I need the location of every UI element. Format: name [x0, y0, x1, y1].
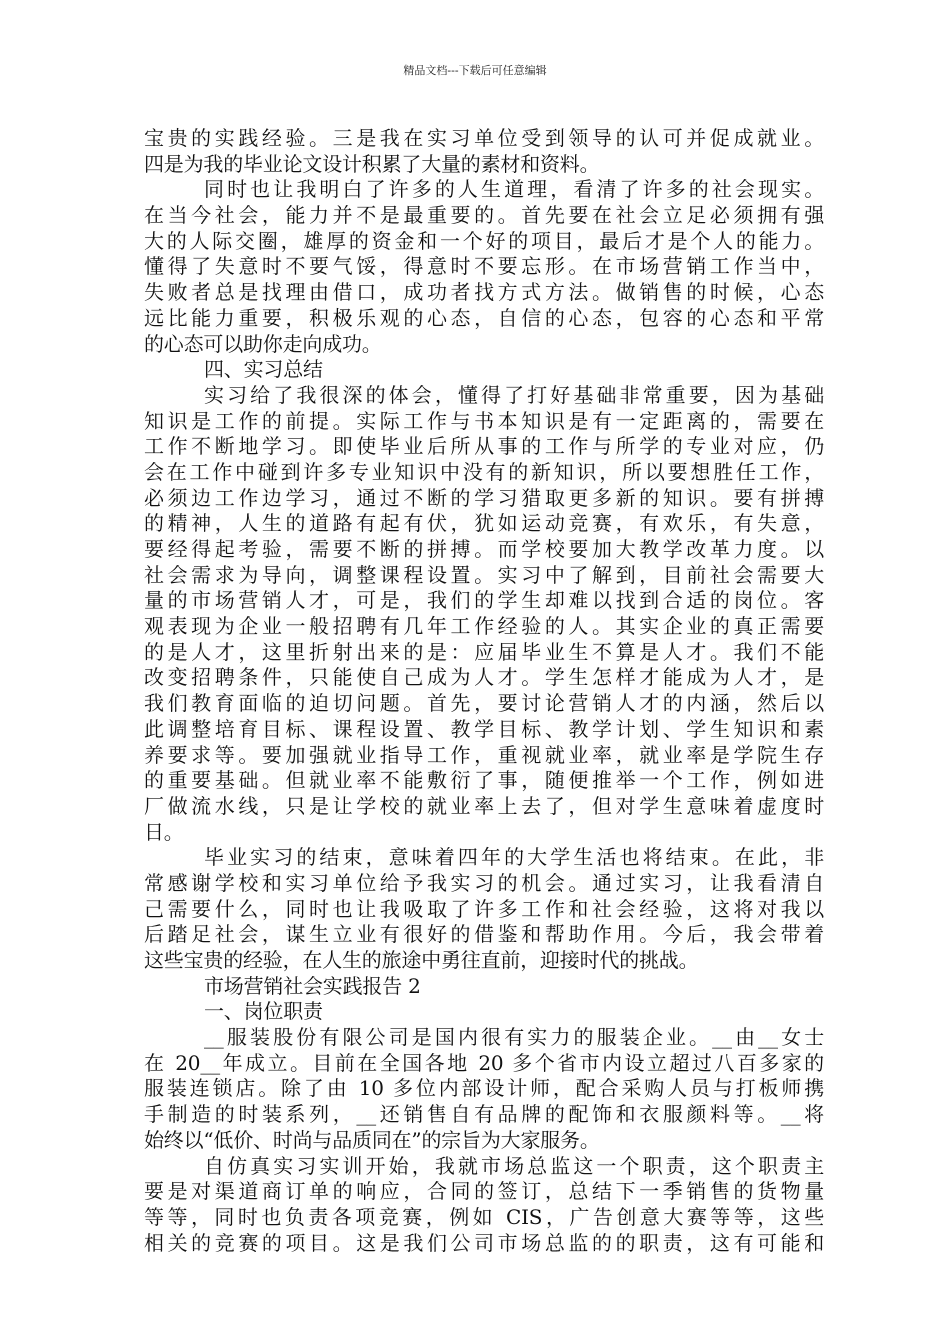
- text-line: 这些宝贵的经验，在人生的旅途中勇往直前，迎接时代的挑战。: [144, 948, 699, 972]
- text-line: 的是人才，这里折射出来的是：应届毕业生不算是人才。我们不能: [144, 639, 824, 664]
- text-line: 养要求等。要加强就业指导工作，重视就业率，就业率是学院生存: [144, 742, 824, 767]
- text-line: 常感谢学校和实习单位给予我实习的机会。通过实习，让我看清自: [144, 870, 824, 895]
- text-line: 懂得了失意时不要气馁，得意时不要忘形。在市场营销工作当中，: [144, 254, 824, 279]
- text-line: 大的人际交圈，雄厚的资金和一个好的项目，最后才是个人的能力。: [144, 228, 824, 253]
- document-body: [144, 126, 824, 1256]
- text-line: 厂做流水线，只是让学校的就业率上去了，但对学生意味着虚度时: [144, 793, 824, 818]
- text-line: 观表现为企业一般招聘有几年工作经验的人。其实企业的真正需要: [144, 614, 824, 639]
- text-line: 自仿真实习实训开始，我就市场总监这一个职责，这个职责主: [204, 1153, 824, 1178]
- text-line: 四是为我的毕业论文设计积累了大量的素材和资料。: [144, 151, 600, 176]
- text-line: 市场营销社会实践报告 2: [204, 973, 421, 998]
- text-line: 失败者总是找理由借口，成功者找方式方法。做销售的时候，心态: [144, 280, 824, 305]
- text-line: __服装股份有限公司是国内很有实力的服装企业。__由__女士: [204, 1025, 824, 1050]
- page-header: 精品文档---下载后可任意编辑: [403, 64, 547, 77]
- text-line: 始终以“低价、时尚与品质同在”的宗旨为大家服务。: [144, 1127, 600, 1152]
- text-line: 要经得起考验，需要不断的拼搏。而学校要加大教学改革力度。以: [144, 537, 824, 561]
- text-line: 同时也让我明白了许多的人生道理，看清了许多的社会现实。: [204, 177, 824, 202]
- text-line: 此调整培育目标、课程设置、教学目标、教学计划、学生知识和素: [144, 716, 824, 741]
- text-line: 必须边工作边学习，通过不断的学习猎取更多新的知识。要有拼搏: [144, 485, 824, 510]
- text-line: 四、实习总结: [204, 357, 323, 382]
- text-line: 的重要基础。但就业率不能敷衍了事，随便推举一个工作，例如进: [144, 768, 824, 793]
- text-line: 远比能力重要，积极乐观的心态，自信的心态，包容的心态和平常: [144, 305, 824, 330]
- text-line: 工作不断地学习。即使毕业后所从事的工作与所学的专业对应，仍: [144, 434, 824, 459]
- text-line: 在 20__年成立。目前在全国各地 20 多个省市内设立超过八百多家的: [144, 1050, 824, 1075]
- text-line: 毕业实习的结束，意味着四年的大学生活也将结束。在此，非: [204, 845, 824, 870]
- text-line: 手制造的时装系列，__还销售自有品牌的配饰和衣服颜料等。__将: [144, 1102, 824, 1127]
- text-line: 社会需求为导向，调整课程设置。实习中了解到，目前社会需要大: [144, 562, 824, 587]
- text-line: 我们教育面临的迫切问题。首先，要讨论营销人才的内涵，然后以: [144, 691, 824, 716]
- text-line: 的精神，人生的道路有起有伏，犹如运动竞赛，有欢乐，有失意，: [144, 511, 824, 536]
- text-line: 改变招聘条件，只能使自己成为人才。学生怎样才能成为人才，是: [144, 665, 824, 690]
- text-line: 等等，同时也负责各项竞赛，例如 CIS，广告创意大赛等等，这些: [144, 1204, 824, 1229]
- text-line: 实习给了我很深的体会，懂得了打好基础非常重要，因为基础: [204, 382, 824, 407]
- text-line: 相关的竞赛的项目。这是我们公司市场总监的的职责，这有可能和: [144, 1230, 824, 1255]
- text-line: 日。: [144, 819, 184, 844]
- text-line: 知识是工作的前提。实际工作与书本知识是有一定距离的，需要在: [144, 408, 824, 433]
- text-line: 的心态可以助你走向成功。: [144, 331, 382, 356]
- text-line: 会在工作中碰到许多专业知识中没有的新知识，所以要想胜任工作，: [144, 459, 824, 484]
- text-line: 己需要什么，同时也让我吸取了许多工作和社会经验，这将对我以: [144, 896, 824, 921]
- text-line: 在当今社会，能力并不是最重要的。首先要在社会立足必须拥有强: [144, 203, 824, 228]
- text-line: 后踏足社会，谋生立业有很好的借鉴和帮助作用。今后，我会带着: [144, 922, 824, 947]
- text-line: 服装连锁店。除了由 10 多位内部设计师，配合采购人员与打板师携: [144, 1076, 824, 1101]
- text-line: 宝贵的实践经验。三是我在实习单位受到领导的认可并促成就业。: [144, 126, 824, 150]
- text-line: 量的市场营销人才，可是，我们的学生却难以找到合适的岗位。客: [144, 588, 824, 613]
- text-line: 要是对渠道商订单的响应，合同的签订，总结下一季销售的货物量: [144, 1179, 824, 1204]
- text-line: 一、岗位职责: [204, 999, 323, 1024]
